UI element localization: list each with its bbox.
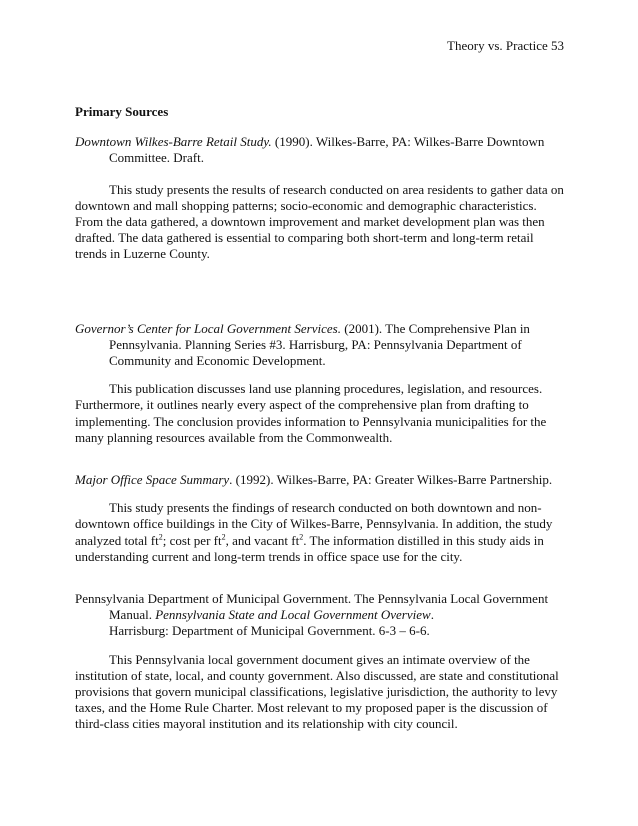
annotation-text: , and vacant ft [225,532,300,548]
running-head: Theory vs. Practice 53 [447,38,564,53]
annotation: This publication discusses land use planning procedures, legislation, and resources. Furthermore, it outlines nearly every aspect of the comprehensive plan from drafting to implementing. The conclusion provides information to Pennsylvania municipalities for the many planning resources available from the Commonwealth. [75,381,547,445]
citation [75,321,565,370]
citation [75,472,565,488]
annotation-text: ; cost per ft [162,532,222,548]
citation-title: Pennsylvania State and Local Government Overview [155,607,431,623]
annotation-text: . The information distilled in this study aids in understanding current and long-term trends in office space use for the city. [75,532,544,564]
annotation: This study presents the results of research conducted on area residents to gather data on downtown and mall shopping patterns; socio-economic and demographic characteristics. From the data gathered, a downtown improvement and market development plan was then drafted. The data gathered is essential to comparing both short-term and long-term retail trends in Luzerne County. [75,181,564,262]
citation-title: Downtown Wilkes-Barre Retail Study. [75,134,272,150]
superscript: 2 [221,532,226,542]
reference-entry [75,321,565,446]
citation-title: Governor’s Center for Local Government Services. [75,320,341,336]
reference-entry [75,472,565,565]
citation-details: . (1992). Wilkes-Barre, PA: Greater Wilkes-Barre Partnership. [229,472,553,488]
annotation: This Pennsylvania local government document gives an intimate overview of the institution of state, local, and county government. Also discussed, are state and constitutional provisions that govern municipal classifications, legislative jurisdiction, the authority to levy taxes, and the Home Rule Charter. Most relevant to my proposed paper is the discussion of third-class cities mayoral institution and its relationship with city council. [75,651,559,732]
section-title: Primary Sources [75,104,169,119]
annotation-text: This study presents the findings of research conducted on both downtown and non-downtown office buildings in the City of Wilkes-Barre, Pennsylvania. In addition, the study analyzed total ft [75,500,553,548]
citation-author: Pennsylvania Department of Municipal Government. The Pennsylvania Local Government Manual. [75,591,549,623]
citation-title: Major Office Space Summary [75,472,230,488]
annotation [75,500,565,565]
citation-details: (1990). Wilkes-Barre, PA: Wilkes-Barre Downtown Committee. Draft. [109,134,545,166]
citation-details: (2001). The Comprehensive Plan in Pennsylvania. Planning Series #3. Harrisburg, PA: Pennsylvania Department of Community and Economic Development. [109,320,530,369]
superscript: 2 [158,532,163,542]
superscript: 2 [299,532,304,542]
reference-entry [75,134,565,262]
citation [75,591,565,623]
citation-details: . [430,607,434,623]
content [75,104,565,733]
citation-continuation: Harrisburg: Department of Municipal Government. 6-3 – 6-6. [109,623,430,639]
citation [75,134,565,166]
reference-entry [75,591,565,733]
